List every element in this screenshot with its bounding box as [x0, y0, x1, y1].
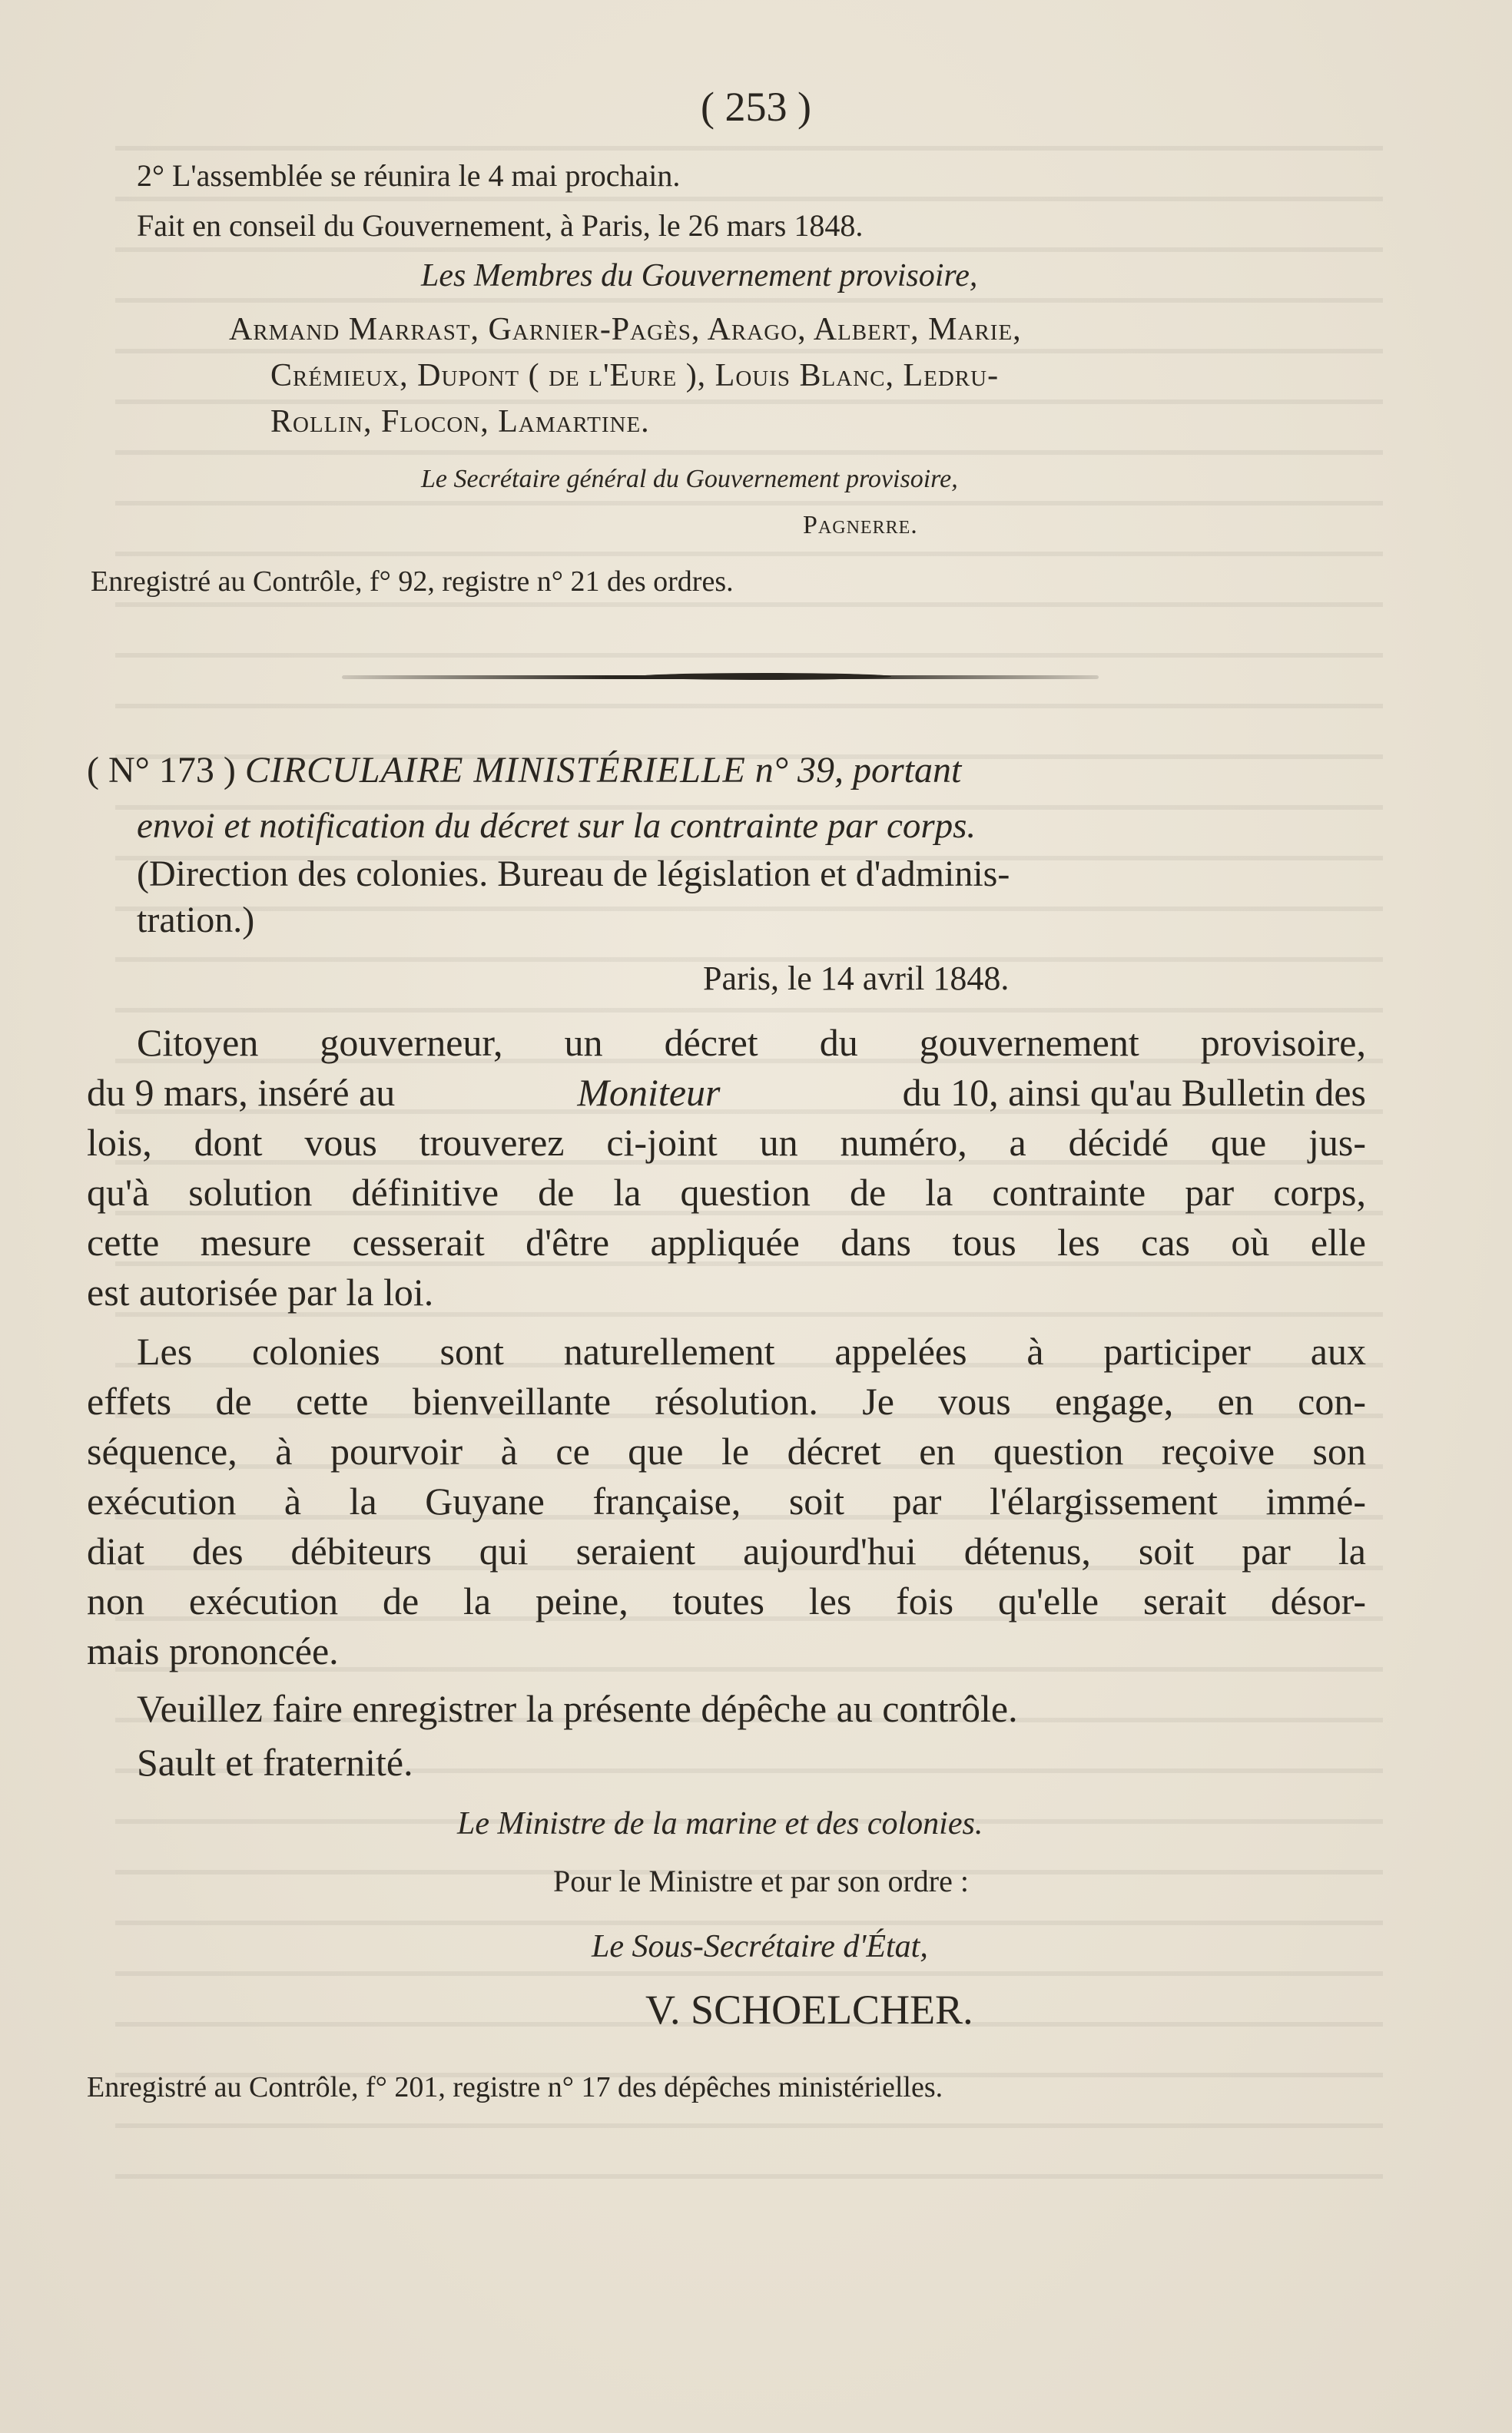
decree-registration: Enregistré au Contrôle, f° 92, registre n° 21 des ordres.	[91, 565, 734, 598]
circular-title-number: n° 39,	[754, 750, 844, 791]
paragraph-2-line-6: non exécution de la peine, toutes les fois qu'elle serait désor-	[87, 1579, 1366, 1623]
paragraph-1-line-2-start: du 9 mars, inséré au	[87, 1071, 396, 1114]
decree-line-done-in-council: Fait en conseil du Gouvernement, à Paris, le 26 mars 1848.	[137, 208, 864, 243]
circular-registration: Enregistré au Contrôle, f° 201, registre n° 17 des dépêches ministérielles.	[87, 2071, 943, 2103]
secretary-general-title: Le Secrétaire général du Gouvernement provisoire,	[421, 465, 958, 493]
members-names-line-3: Rollin, Flocon, Lamartine.	[270, 404, 650, 439]
paragraph-2-line-7: mais prononcée.	[87, 1629, 339, 1672]
paragraph-2-line-5: diat des débiteurs qui seraient aujourd'hui détenus, soit par la	[87, 1530, 1366, 1573]
page-number: ( 253 )	[701, 84, 811, 130]
undersecretary-title: Le Sous-Secrétaire d'État,	[592, 1929, 928, 1964]
paragraph-2-line-2: effets de cette bienveillante résolution. Je vous engage, en con-	[87, 1380, 1366, 1423]
paragraph-2-line-1: Les colonies sont naturellement appelées à participer aux	[137, 1330, 1366, 1373]
circular-direction-line-2: tration.)	[137, 900, 255, 940]
by-order-line: Pour le Ministre et par son ordre :	[553, 1864, 969, 1898]
decree-line-assembly: 2° L'assemblée se réunira le 4 mai prochain.	[137, 158, 681, 193]
members-names-line-2: Crémieux, Dupont ( de l'Eure ), Louis Blanc, Ledru-	[270, 358, 1000, 393]
members-heading: Les Membres du Gouvernement provisoire,	[421, 258, 978, 293]
circular-title-portant: portant	[853, 750, 962, 791]
minister-title: Le Ministre de la marine et des colonies.	[457, 1806, 983, 1841]
section-divider-center	[638, 673, 891, 680]
paragraph-2-line-4: exécution à la Guyane française, soit par l'élargissement immé-	[87, 1480, 1366, 1523]
paragraph-1-line-2-end: du 10, ainsi qu'au Bulletin des	[902, 1071, 1366, 1114]
closing-salutation: Sault et fraternité.	[137, 1741, 413, 1784]
paragraph-1-line-2	[87, 1070, 1366, 1115]
moniteur-reference: Moniteur	[577, 1071, 721, 1114]
circular-title-line-1	[87, 749, 961, 791]
paragraph-1-line-4: qu'à solution définitive de la question de la contrainte par corps,	[87, 1171, 1366, 1214]
paragraph-1-line-1: Citoyen gouverneur, un décret du gouvernement provisoire,	[137, 1021, 1366, 1064]
paragraph-1-line-3: lois, dont vous trouverez ci-joint un numéro, a décidé que jus-	[87, 1121, 1366, 1164]
circular-direction-line-1: (Direction des colonies. Bureau de législation et d'adminis-	[137, 854, 1010, 894]
circular-title-line-2: envoi et notification du décret sur la contrainte par corps.	[137, 806, 976, 846]
paragraph-1-line-6: est autorisée par la loi.	[87, 1271, 434, 1314]
circular-number: ( N° 173 )	[87, 750, 236, 791]
paragraph-1-line-5: cette mesure cesserait d'être appliquée dans tous les cas où elle	[87, 1221, 1366, 1264]
members-names-line-1: Armand Marrast, Garnier-Pagès, Arago, Albert, Marie,	[229, 312, 1022, 347]
secretary-general-name: Pagnerre.	[803, 511, 918, 539]
signatory-name: V. SCHOELCHER.	[645, 1987, 973, 2033]
paragraph-2-line-3: séquence, à pourvoir à ce que le décret en question reçoive son	[87, 1430, 1366, 1473]
paragraph-3: Veuillez faire enregistrer la présente dépêche au contrôle.	[137, 1687, 1018, 1730]
circular-date: Paris, le 14 avril 1848.	[703, 960, 1010, 997]
circular-title-caps: CIRCULAIRE MINISTÉRIELLE	[244, 750, 746, 791]
